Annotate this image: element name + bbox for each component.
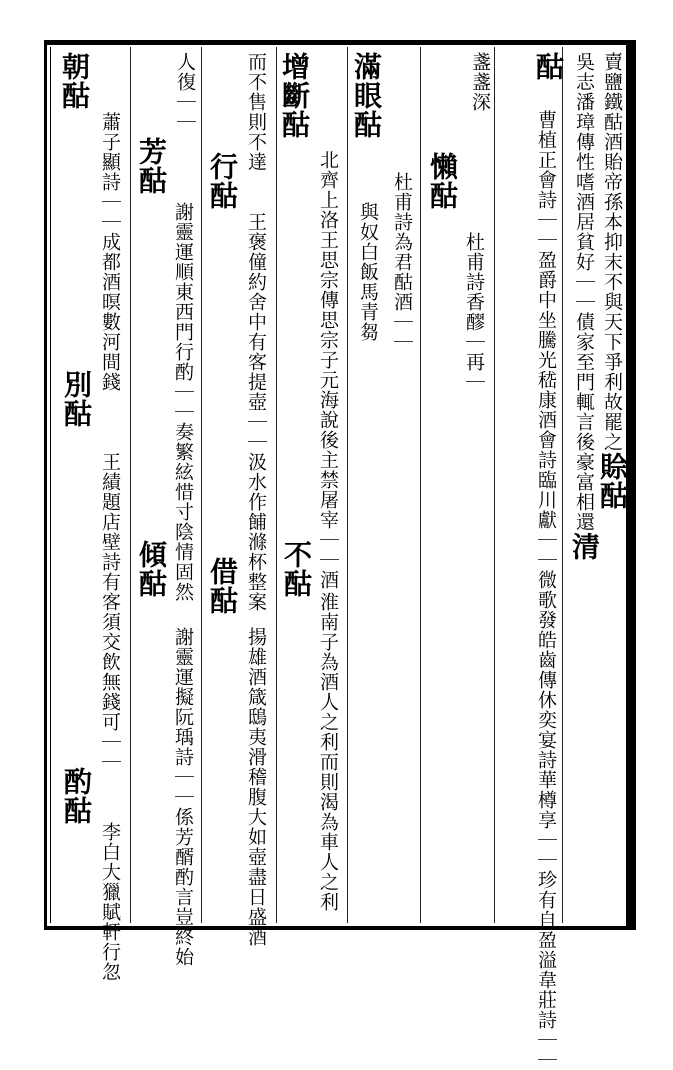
column-rule xyxy=(276,47,277,923)
headword: 賒酤 xyxy=(596,452,629,510)
column-rule xyxy=(562,47,563,923)
text-run: 淮南子為酒人之利而則渴為車人之利 xyxy=(317,592,339,912)
text-run: 賣鹽鐵酤酒貽帝孫本抑末不與天下爭利故罷之 xyxy=(601,52,623,452)
text-run: 李白大獵賦軒行忽 xyxy=(99,822,121,982)
headword: 芳酤 xyxy=(135,137,168,195)
text-column-4 xyxy=(350,52,420,922)
text-run: 杜甫詩為君酤酒｜｜ xyxy=(391,172,413,352)
text-run: 杜甫詩香醪｜再｜ xyxy=(463,232,485,392)
text-column-2 xyxy=(498,52,565,1070)
text-line xyxy=(568,52,601,922)
text-line xyxy=(532,110,560,1070)
column-rule xyxy=(494,47,495,923)
headword: 清 xyxy=(568,532,601,561)
text-run: 蕭子顯詩｜｜成都酒暝數河間錢 xyxy=(99,112,121,392)
text-run: 謝靈運順東西門行酌｜｜奏繁絃惜寸陰情固然 xyxy=(172,202,194,602)
text-run: 盞盞深 xyxy=(469,52,491,112)
headword: 別酤 xyxy=(60,370,93,428)
headword: 借酤 xyxy=(206,557,239,615)
text-column-3 xyxy=(424,52,494,922)
text-run: 而不售則不達 xyxy=(245,52,267,172)
text-run: 揚雄酒箴鴟夷滑稽腹大如壺盡日盛酒 xyxy=(245,627,267,947)
text-column-7 xyxy=(133,52,203,967)
headword: 酌酤 xyxy=(60,767,93,825)
column-rule xyxy=(130,47,131,923)
text-column-8 xyxy=(58,52,130,982)
text-column-1 xyxy=(568,52,629,922)
headword: 懶酤 xyxy=(426,152,459,210)
headword: 滿眼酤 xyxy=(350,52,383,139)
column-rule xyxy=(420,47,421,923)
text-run: 北齊上洛王思宗傳思宗子元海說後主禁屠宰｜｜酒 xyxy=(317,150,339,590)
headword: 傾酤 xyxy=(135,540,168,598)
text-run: 吳志潘璋傳性嗜酒居貧好｜｜債家至門輒言後豪富相還 xyxy=(573,52,595,532)
headword: 朝酤 xyxy=(58,52,91,110)
text-column-6 xyxy=(204,52,276,947)
text-run: 人復｜｜ xyxy=(174,52,196,132)
text-run: 謝靈運擬阮瑀詩｜｜係芳醑酌言豈終始 xyxy=(172,627,194,967)
text-run: 與奴白飯馬青芻 xyxy=(357,202,379,342)
headword: 行酤 xyxy=(206,152,239,210)
text-run: 王褒僮約舍中有客提壺｜｜汲水作餔滌杯整案 xyxy=(245,212,267,612)
headword: 增斷酤 xyxy=(278,52,311,139)
headword: 酤 xyxy=(532,52,565,81)
text-column-5 xyxy=(278,52,348,922)
text-run: 曹植正會詩｜｜盈爵中坐騰光嵇康酒會詩臨川獻｜｜微歌發皓齒傳休奕宴詩華樽享｜｜珍有自盈溢韋莊詩｜｜ xyxy=(535,110,557,1070)
headword: 不酤 xyxy=(280,540,313,598)
text-line xyxy=(596,52,629,922)
text-run: 王績題店壁詩有客須交飲無錢可｜｜ xyxy=(99,452,121,772)
